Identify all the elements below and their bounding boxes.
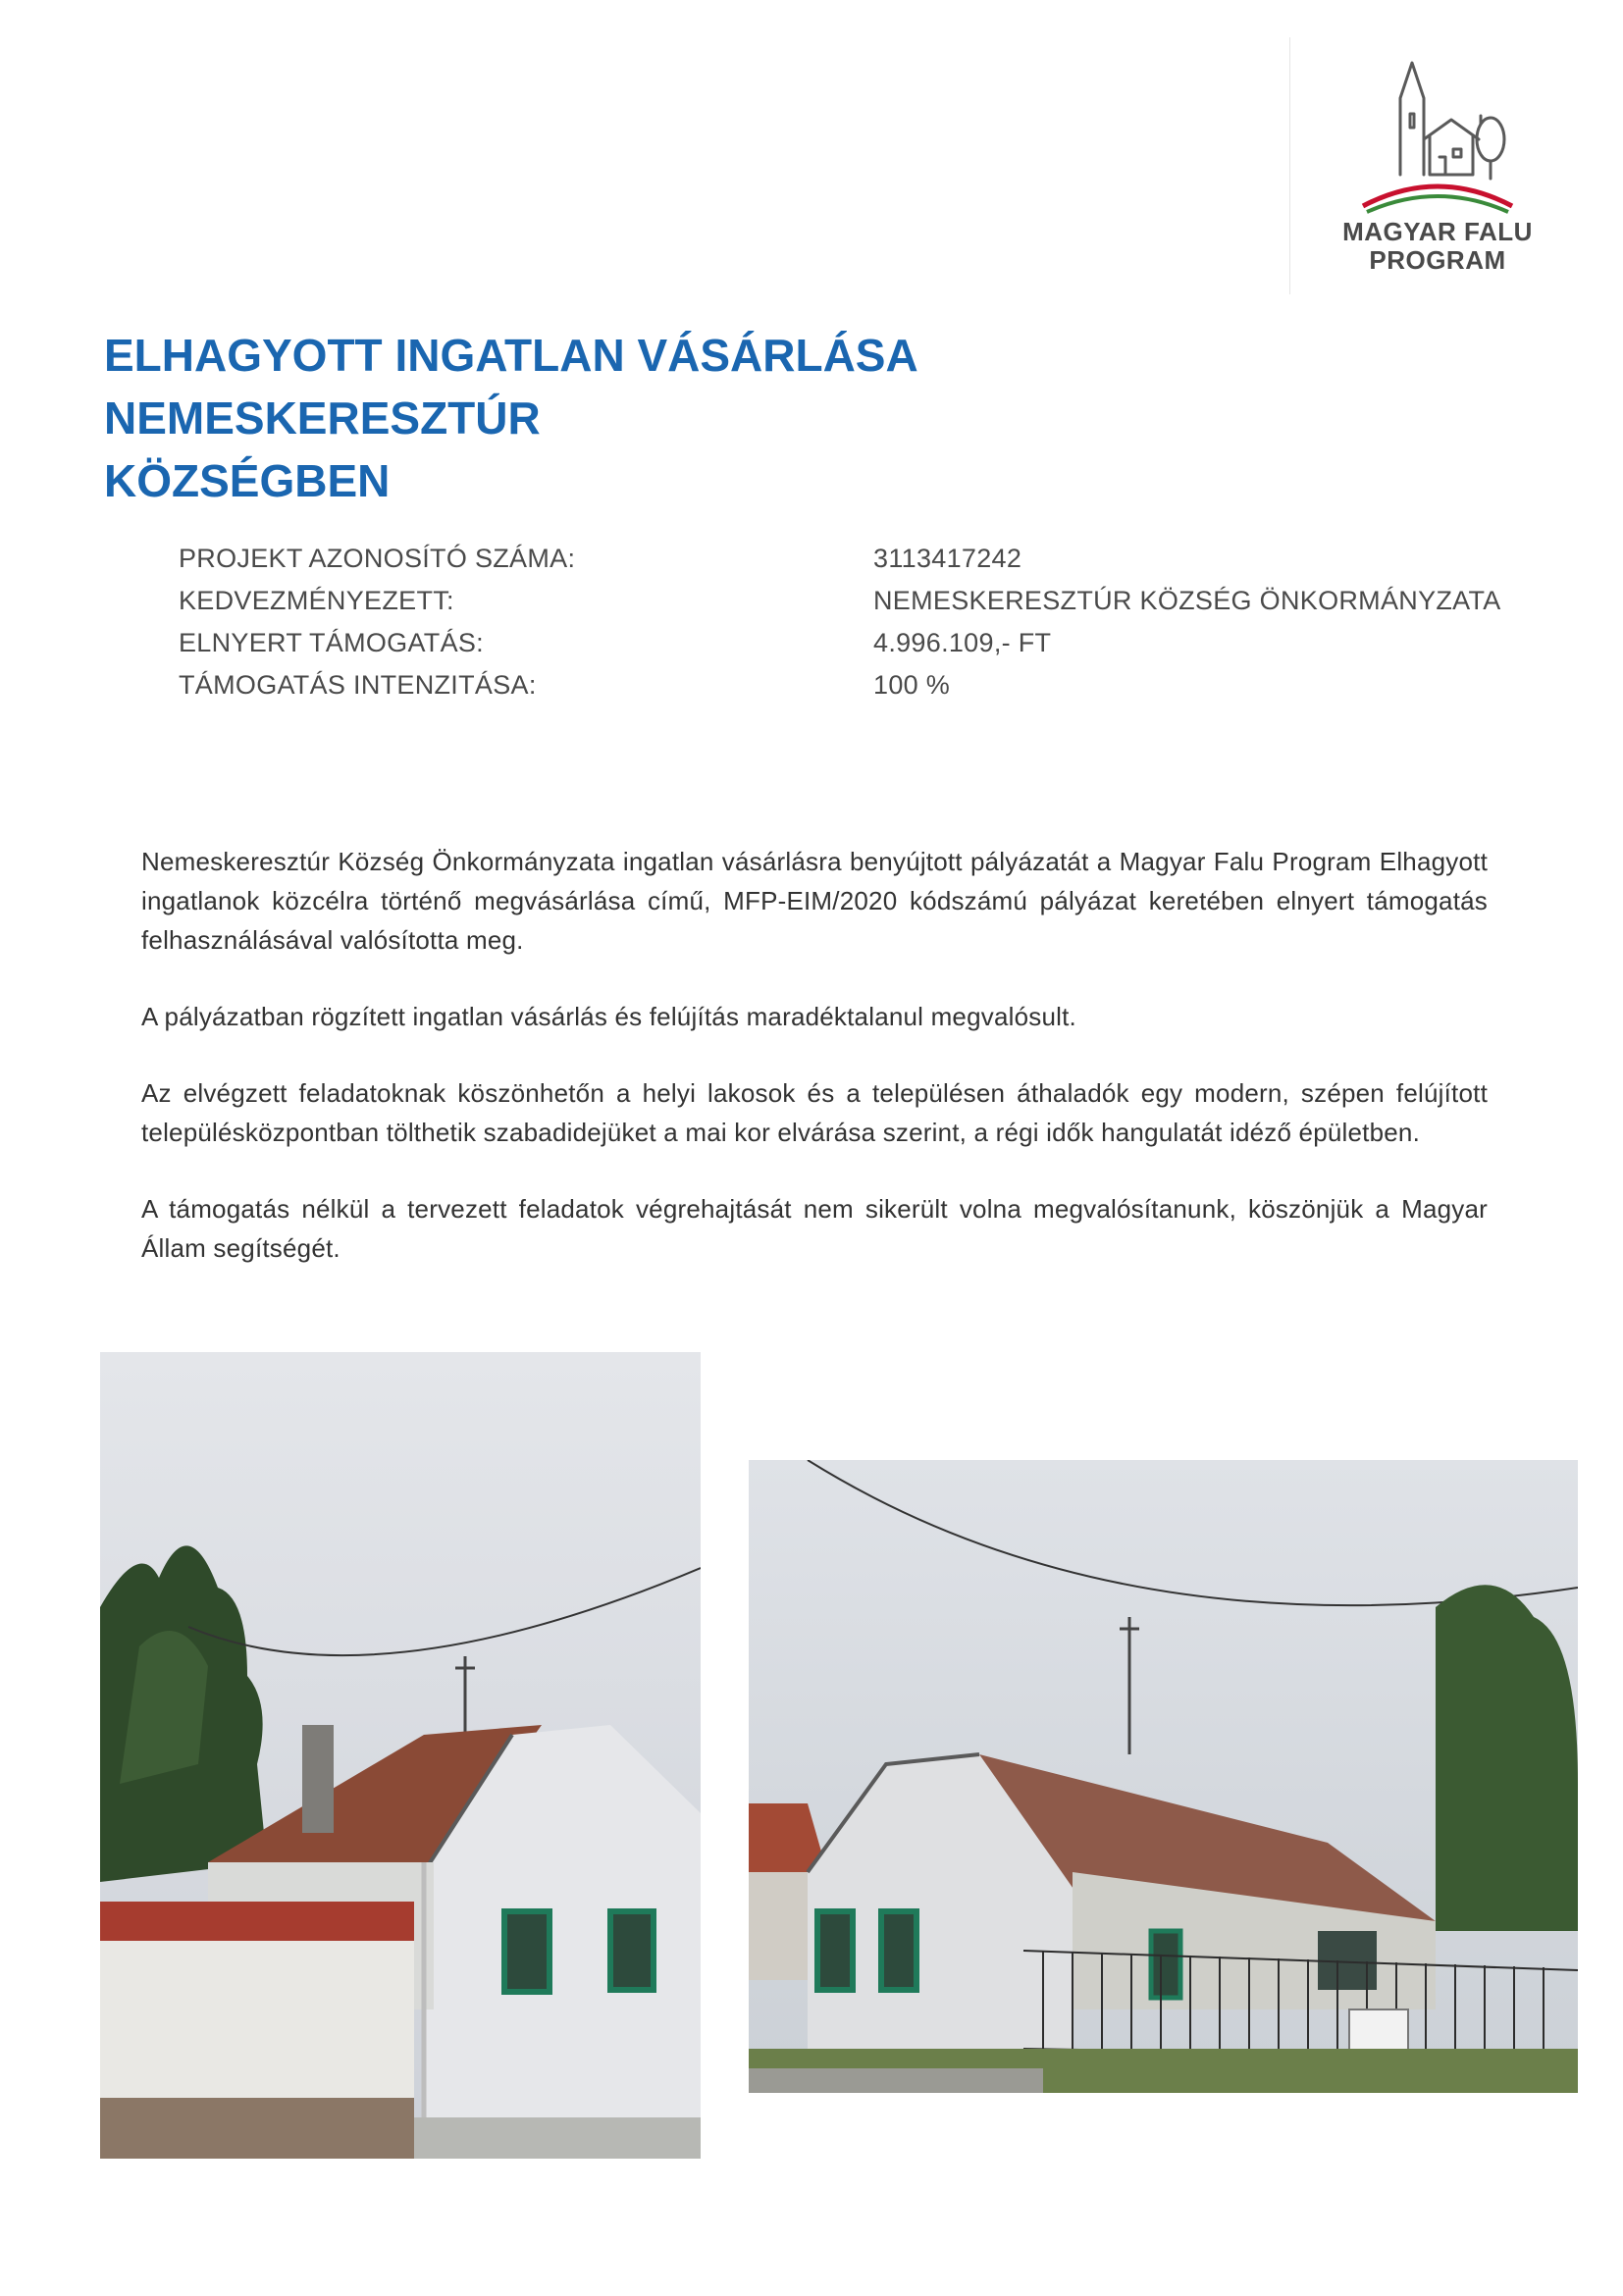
paragraph-1: Nemeskeresztúr Község Önkormányzata ingatlan vásárlásra benyújtott pályázatát a Magyar Falu Program Elhagyott ingatlanok közcélra történő megvásárlása című, MFP-EIM/2020 kódszámú pályázat keretében elnyert támogatás felhasználásával valósította meg. bbox=[141, 847, 1488, 955]
paragraph-4: A támogatás nélkül a tervezett feladatok végrehajtását nem sikerült volna megvalósítanunk, köszönjük a Magyar Állam segítségét. bbox=[141, 1194, 1488, 1263]
info-value: 100 % bbox=[873, 670, 951, 700]
info-row-beneficiary bbox=[179, 580, 1552, 622]
info-row-project-id bbox=[179, 538, 1552, 580]
title-line-2: KÖZSÉGBEN bbox=[104, 455, 391, 506]
page-title bbox=[104, 324, 1331, 512]
village-church-house-tree-icon bbox=[1357, 59, 1518, 216]
info-label: ELNYERT TÁMOGATÁS: bbox=[179, 628, 484, 657]
info-value: 4.996.109,- FT bbox=[873, 628, 1052, 657]
logo-line-1: MAGYAR FALU bbox=[1342, 217, 1533, 246]
logo-text bbox=[1330, 218, 1545, 275]
info-label: TÁMOGATÁS INTENZITÁSA: bbox=[179, 670, 537, 700]
title-line-1: ELHAGYOTT INGATLAN VÁSÁRLÁSA NEMESKERESZTÚR bbox=[104, 330, 916, 444]
info-value: 3113417242 bbox=[873, 544, 1022, 573]
paragraph-2: A pályázatban rögzített ingatlan vásárlás és felújítás maradéktalanul megvalósult. bbox=[141, 1002, 1076, 1031]
body-text bbox=[141, 842, 1488, 1305]
project-info-table bbox=[179, 538, 1552, 706]
paragraph-3: Az elvégzett feladatoknak köszönhetőn a helyi lakosok és a településen áthaladók egy modern, szépen felújított településközpontban tölthetik szabadidejüket a mai kor elvárása szerint, a régi idők hangulatát idéző épületben. bbox=[141, 1078, 1488, 1147]
info-label: KEDVEZMÉNYEZETT: bbox=[179, 586, 454, 615]
logo-divider bbox=[1289, 37, 1290, 294]
info-row-grant-intensity bbox=[179, 664, 1552, 706]
info-label: PROJEKT AZONOSÍTÓ SZÁMA: bbox=[179, 544, 576, 573]
magyar-falu-program-logo bbox=[1330, 59, 1545, 294]
info-value: NEMESKERESZTÚR KÖZSÉG ÖNKORMÁNYZATA bbox=[873, 586, 1501, 615]
house-photo-front bbox=[100, 1352, 701, 2159]
logo-line-2: PROGRAM bbox=[1369, 245, 1506, 275]
house-photo-corner bbox=[749, 1460, 1578, 2093]
info-row-grant-amount bbox=[179, 622, 1552, 664]
